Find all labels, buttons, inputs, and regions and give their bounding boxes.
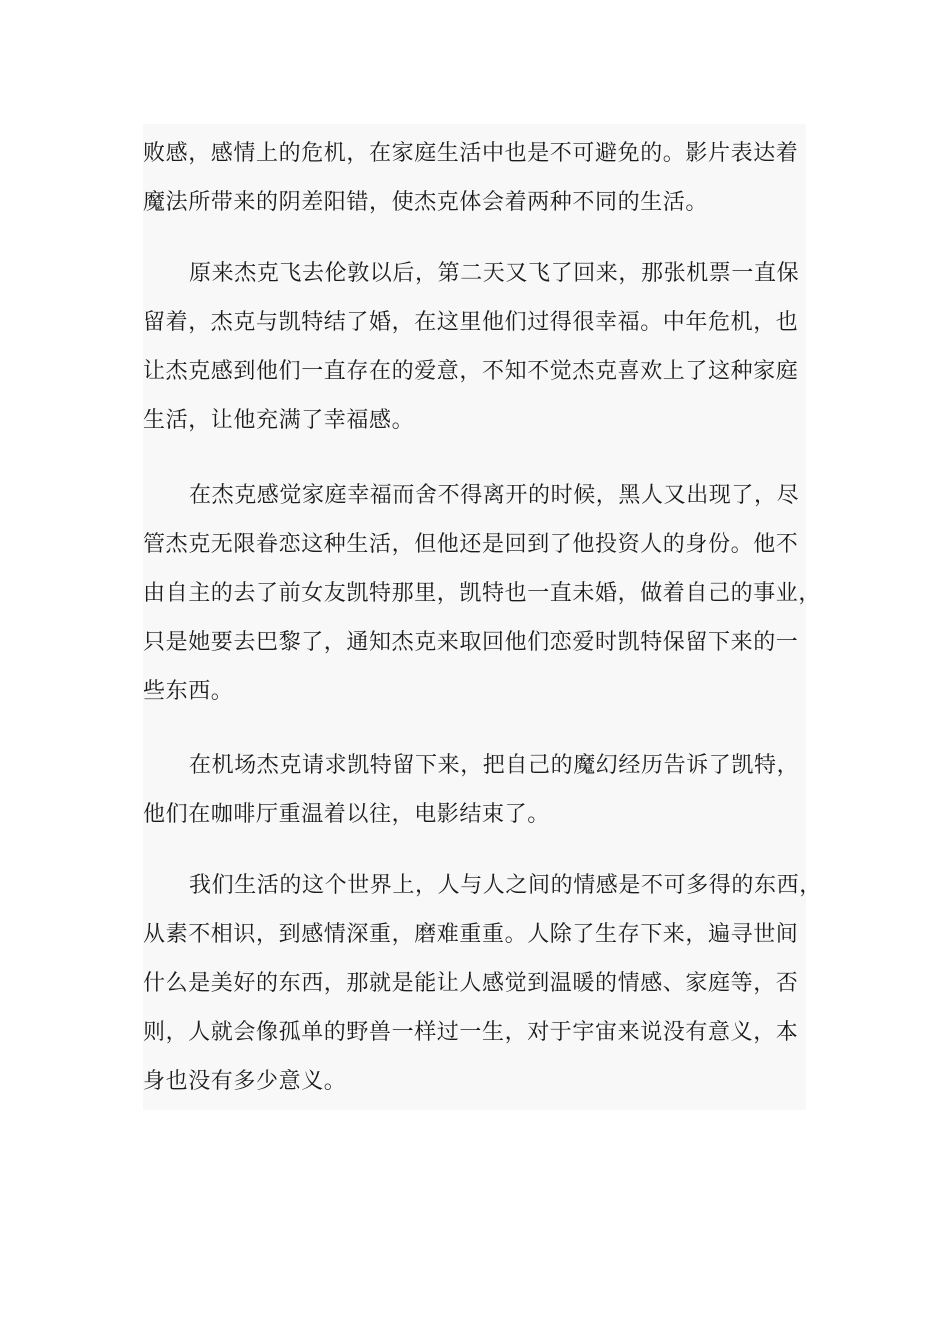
text-line: 则，人就会像孤单的野兽一样过一生，对于宇宙来说没有意义，本 [143,1020,799,1045]
text-line: 让杰克感到他们一直存在的爱意，不知不觉杰克喜欢上了这种家庭 [143,359,799,384]
text-line: 身也没有多少意义。 [143,1069,347,1094]
text-line: 魔法所带来的阴差阳错，使杰克体会着两种不同的生活。 [143,190,709,215]
text-line: 我们生活的这个世界上，人与人之间的情感是不可多得的东西， [189,873,822,898]
text-line: 只是她要去巴黎了，通知杰克来取回他们恋爱时凯特保留下来的一 [143,630,799,655]
text-line: 什么是美好的东西，那就是能让人感觉到温暖的情感、家庭等，否 [143,971,799,996]
paragraph-4 [143,741,806,839]
paragraph-3 [143,471,822,716]
text-line: 在杰克感觉家庭幸福而舍不得离开的时候，黑人又出现了，尽 [189,483,800,508]
text-line: 原来杰克飞去伦敦以后，第二天又飞了回来，那张机票一直保 [189,261,800,286]
text-line: 管杰克无限眷恋这种生活，但他还是回到了他投资人的身份。他不 [143,532,799,557]
paragraph-5 [143,861,822,1106]
text-line: 留着，杰克与凯特结了婚，在这里他们过得很幸福。中年危机，也 [143,310,799,335]
text-line: 败感，感情上的危机，在家庭生活中也是不可避免的。影片表达着 [143,141,799,166]
text-line: 生活，让他充满了幸福感。 [143,408,415,433]
document-text-block [143,124,822,1110]
paragraph-1 [143,129,806,227]
text-line: 由自主的去了前女友凯特那里，凯特也一直未婚，做着自己的事业， [143,581,822,606]
text-line: 从素不相识，到感情深重，磨难重重。人除了生存下来，遍寻世间 [143,922,799,947]
text-line: 些东西。 [143,679,234,704]
text-line: 他们在咖啡厅重温着以往，电影结束了。 [143,802,550,827]
paragraph-2 [143,249,806,445]
text-line: 在机场杰克请求凯特留下来，把自己的魔幻经历告诉了凯特， [189,753,800,778]
